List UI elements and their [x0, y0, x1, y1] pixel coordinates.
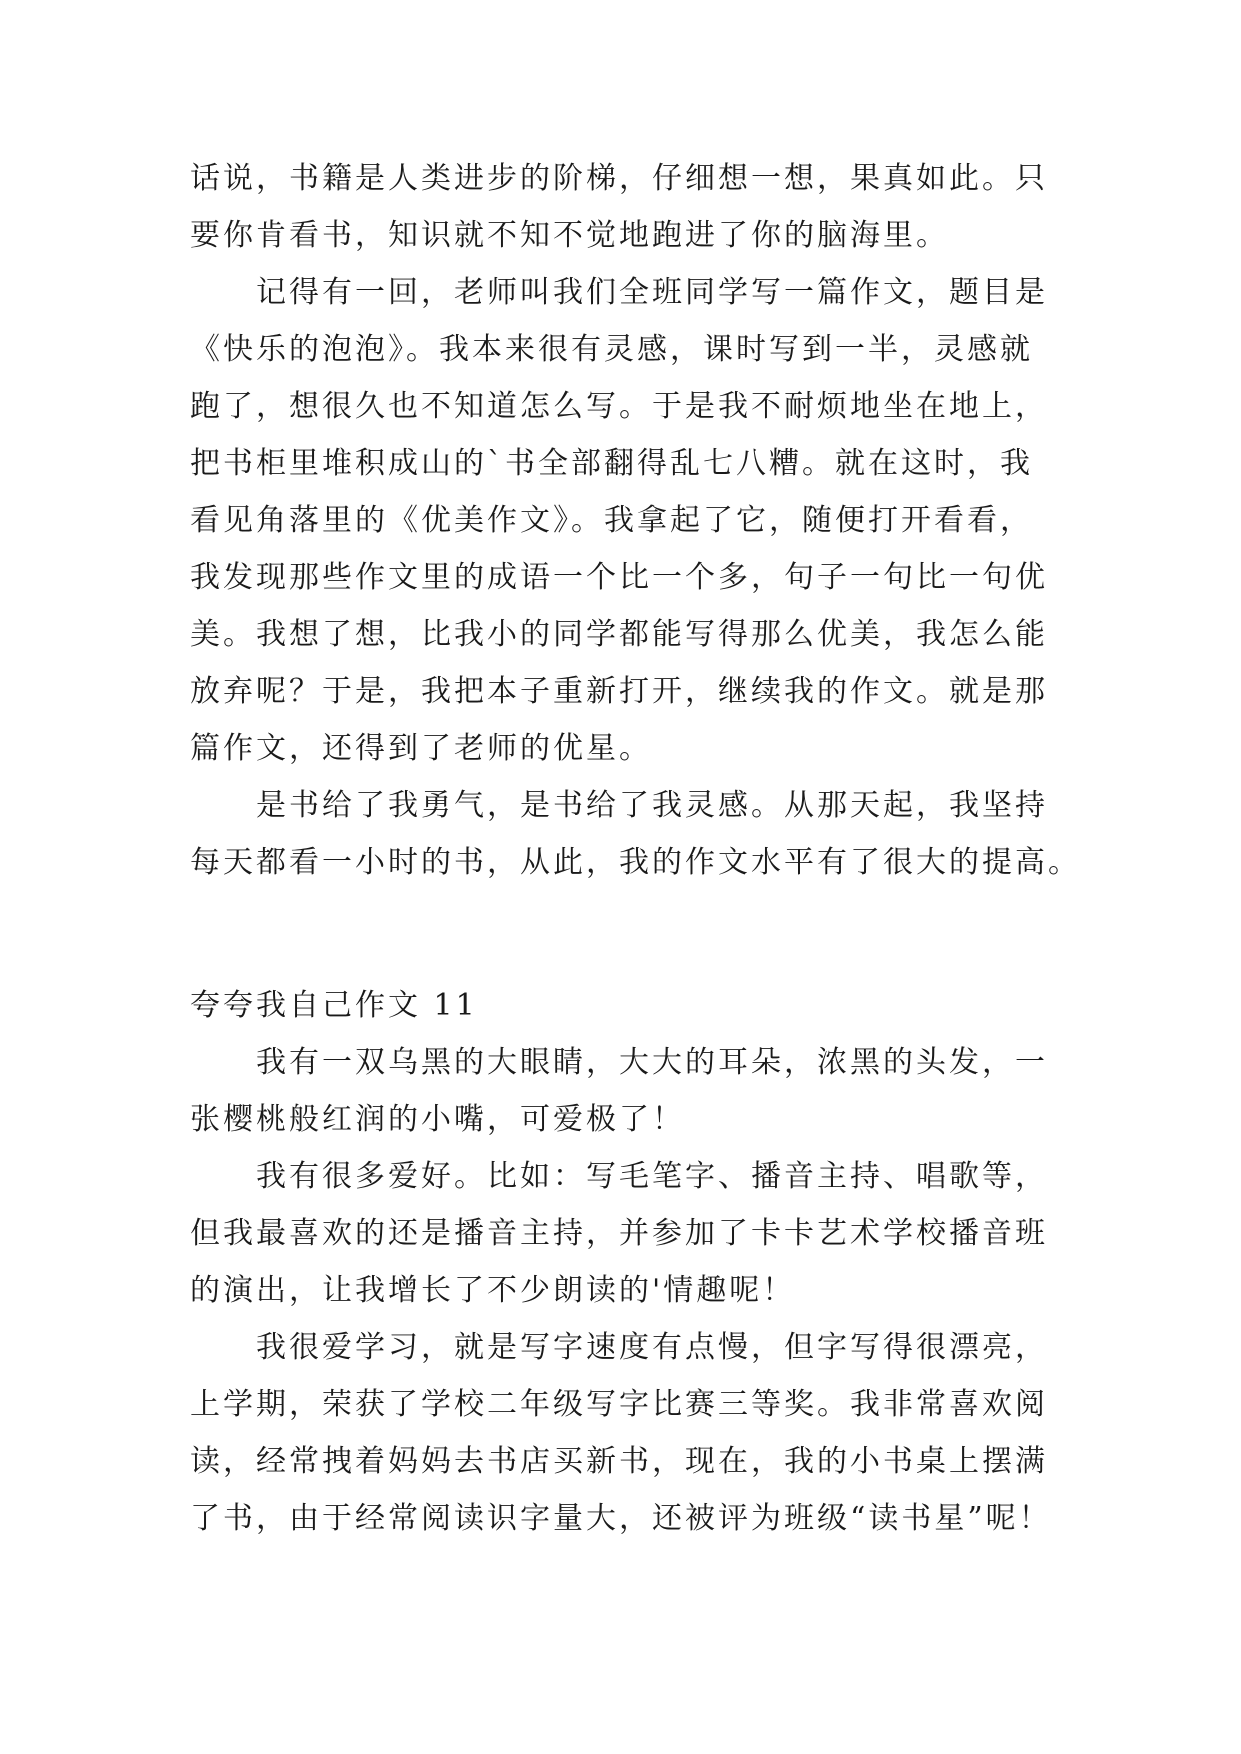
paragraph-start-line: 我有一双乌黑的大眼睛，大大的耳朵，浓黑的头发，一	[256, 1045, 1048, 1080]
text-line: 看见角落里的《优美作文》。我拿起了它，随便打开看看，	[190, 503, 1033, 538]
essay-section-2	[190, 977, 1060, 1547]
text-line: 的演出，让我增长了不少朗读的'情趣呢！	[190, 1273, 796, 1308]
text-line: 读，经常拽着妈妈去书店买新书，现在，我的小书桌上摆满	[190, 1444, 1048, 1479]
text-line: 要你肯看书，知识就不知不觉地跑进了你的脑海里。	[190, 218, 949, 253]
paragraph-start-line: 我很爱学习，就是写字速度有点慢，但字写得很漂亮，	[256, 1330, 1048, 1365]
text-line: 上学期，荣获了学校二年级写字比赛三等奖。我非常喜欢阅	[190, 1387, 1048, 1422]
text-line: 把书柜里堆积成山的`书全部翻得乱七八糟。就在这时，我	[190, 446, 1033, 481]
text-line: 话说，书籍是人类进步的阶梯，仔细想一想，果真如此。只	[190, 161, 1048, 196]
text-line: 美。我想了想，比我小的同学都能写得那么优美，我怎么能	[190, 617, 1048, 652]
paragraph-start-line: 记得有一回，老师叫我们全班同学写一篇作文，题目是	[256, 275, 1048, 310]
text-line: 张樱桃般红润的小嘴，可爱极了！	[190, 1102, 685, 1137]
text-line: 跑了，想很久也不知道怎么写。于是我不耐烦地坐在地上，	[190, 389, 1048, 424]
text-line: 《快乐的泡泡》。我本来很有灵感，课时写到一半，灵感就	[190, 332, 1033, 367]
text-line: 我发现那些作文里的成语一个比一个多，句子一句比一句优	[190, 560, 1048, 595]
section-spacer	[190, 891, 1060, 977]
essay-title: 夸夸我自己作文 11	[190, 988, 478, 1023]
text-line: 但我最喜欢的还是播音主持，并参加了卡卡艺术学校播音班	[190, 1216, 1048, 1251]
document-page	[190, 150, 1081, 1547]
text-line: 了书，由于经常阅读识字量大，还被评为班级“读书星”呢！	[190, 1501, 1052, 1536]
text-line: 每天都看一小时的书，从此，我的作文水平有了很大的提高。	[190, 845, 1081, 880]
paragraph-start-line: 是书给了我勇气，是书给了我灵感。从那天起，我坚持	[256, 788, 1048, 823]
paragraph-start-line: 我有很多爱好。比如：写毛笔字、播音主持、唱歌等，	[256, 1159, 1048, 1194]
essay-section-1	[190, 150, 1081, 891]
text-line: 放弃呢？于是，我把本子重新打开，继续我的作文。就是那	[190, 674, 1048, 709]
text-line: 篇作文，还得到了老师的优星。	[190, 731, 652, 766]
